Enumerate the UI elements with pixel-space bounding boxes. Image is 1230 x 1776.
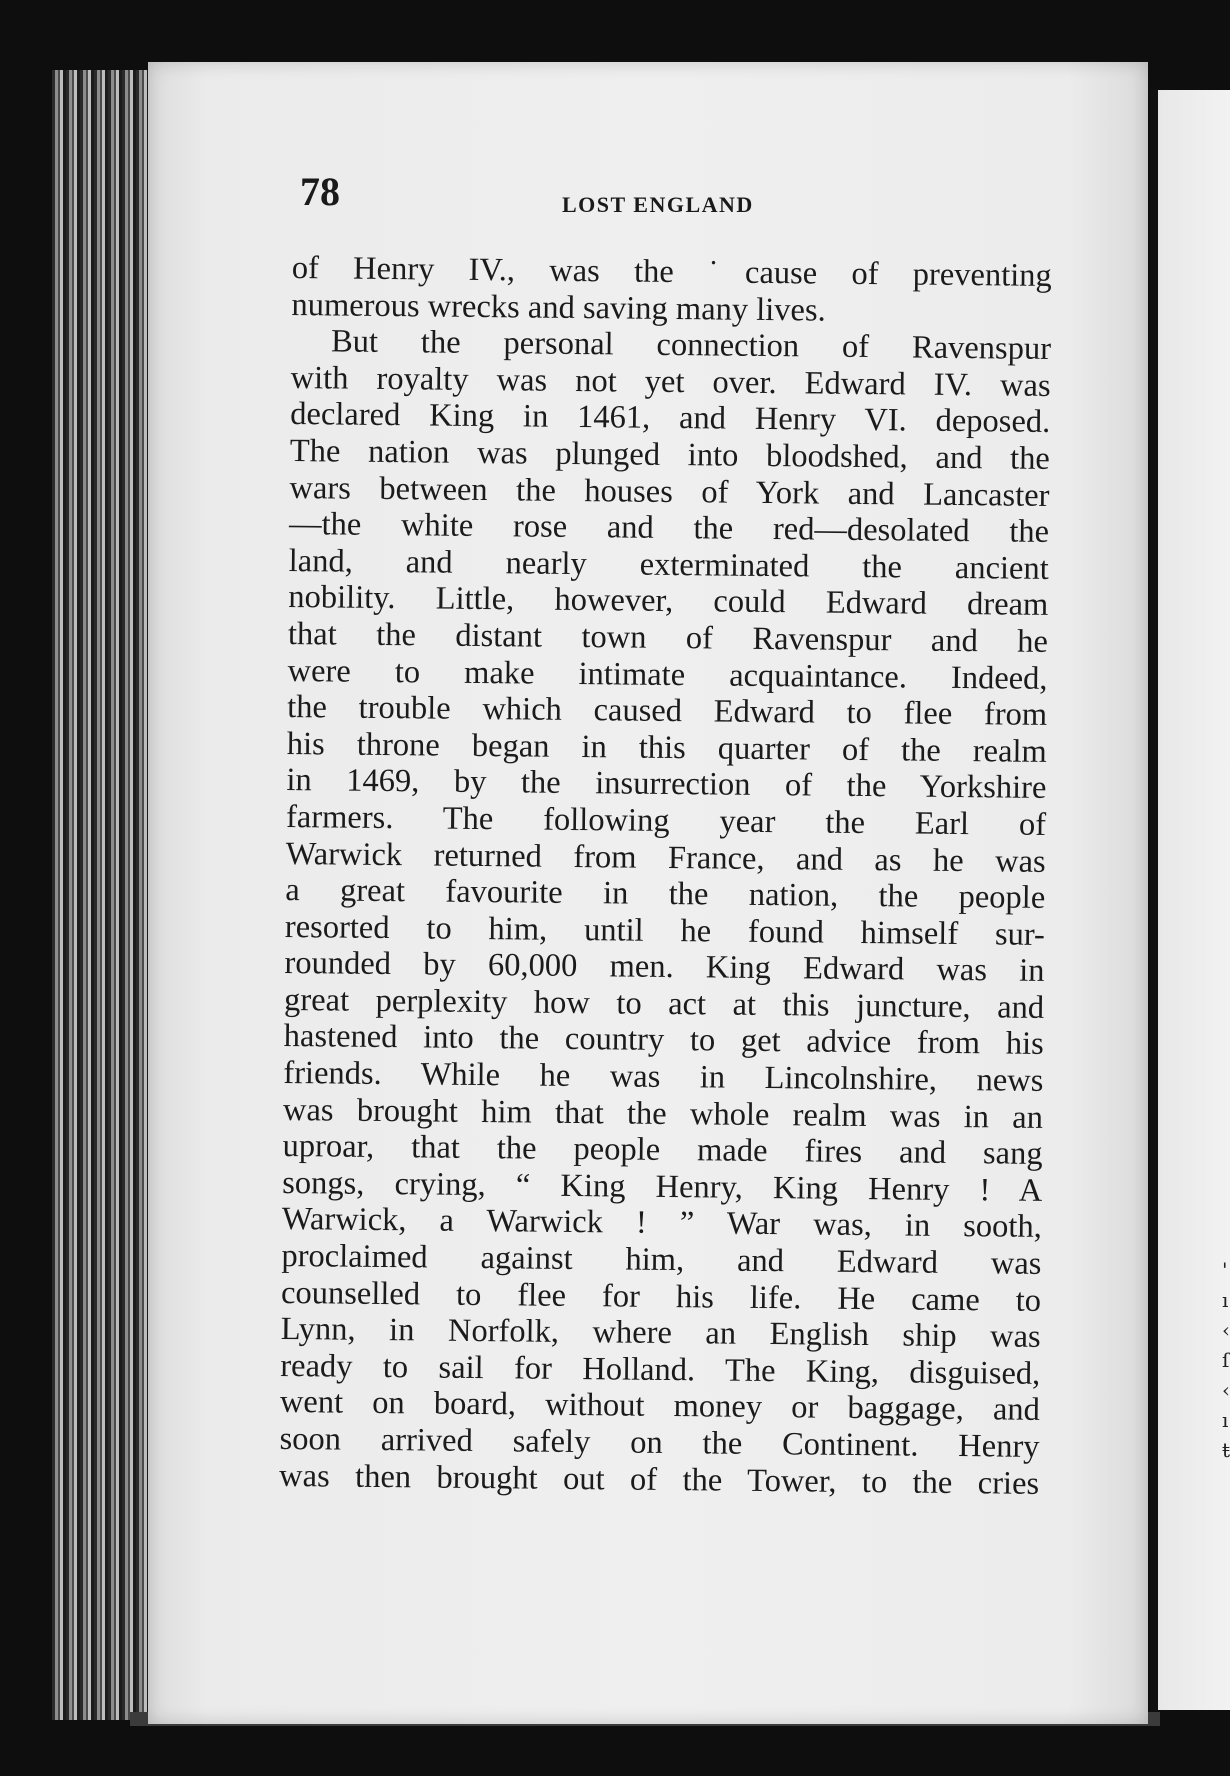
text-line: But the personal connection of Ravenspur (330, 323, 1052, 368)
text-line: with royalty was not yet over. Edward IV. was (290, 359, 1051, 404)
page-header (300, 168, 1060, 218)
text-line: Lynn, in Norfolk, where an English ship was (280, 1311, 1041, 1356)
text-line: a great favourite in the nation, the people (285, 872, 1046, 917)
running-title: LOST ENGLAND (562, 192, 754, 217)
text-line: of Henry IV., was the ˙cause of preventing (291, 250, 1052, 294)
text-line: uproar, that the people made fires and sang (282, 1128, 1043, 1173)
text-line: hastened into the country to get advice from his (283, 1018, 1044, 1063)
text-line: —the white rose and the red—desolated the (288, 506, 1050, 551)
text-line: was then brought out of the Tower, to the cries (278, 1457, 1040, 1502)
text-line: numerous wrecks and saving many lives. (291, 286, 826, 329)
text-line: Warwick returned from France, and as he was (285, 835, 1046, 880)
text-line: soon arrived safely on the Continent. Henry (279, 1420, 1040, 1465)
text-line: went on board, without money or baggage, and (279, 1384, 1041, 1429)
text-line: wars between the houses of York and Lancaster (289, 469, 1050, 514)
page-number: 78 (300, 169, 340, 214)
text-line: resorted to him, until he found himself sur- (284, 908, 1046, 953)
text-line: farmers. The following year the Earl of (285, 798, 1047, 843)
facing-page-sliver (1150, 90, 1230, 1710)
text-line: ready to sail for Holland. The King, disguised, (280, 1347, 1041, 1392)
text-line: counselled to flee for his life. He came to (280, 1274, 1042, 1319)
page-edge-stack (52, 70, 152, 1720)
body-text (279, 250, 1052, 1502)
text-line: songs, crying, “ King Henry, King Henry ! A (282, 1164, 1043, 1209)
text-line: land, and nearly exterminated the ancient (288, 542, 1049, 587)
text-line: were to make intimate acquaintance. Indeed, (287, 652, 1048, 697)
text-line: friends. While he was in Lincolnshire, news (283, 1055, 1044, 1099)
text-line: his throne began in this quarter of the realm (286, 725, 1047, 770)
text-line: Warwick, a Warwick ! ” War was, in sooth, (281, 1201, 1042, 1246)
text-line: the trouble which caused Edward to flee from (287, 689, 1048, 734)
text-line: great perplexity how to act at this juncture, and (283, 981, 1045, 1026)
facing-page-fragments: ' ı ‹ ſ ‹ ı ŧ (1222, 1258, 1230, 1462)
text-line: in 1469, by the insurrection of the Yorkshire (286, 762, 1047, 807)
text-line: The nation was plunged into bloodshed, and the (289, 432, 1051, 477)
text-line: nobility. Little, however, could Edward dream (288, 579, 1049, 624)
text-line: that the distant town of Ravenspur and he (287, 615, 1049, 660)
text-line: declared King in 1461, and Henry VI. deposed. (290, 396, 1051, 441)
text-line: rounded by 60,000 men. King Edward was in (284, 945, 1045, 990)
text-line: was brought him that the whole realm was in an (282, 1091, 1044, 1136)
text-line: proclaimed against him, and Edward was (281, 1237, 1042, 1282)
